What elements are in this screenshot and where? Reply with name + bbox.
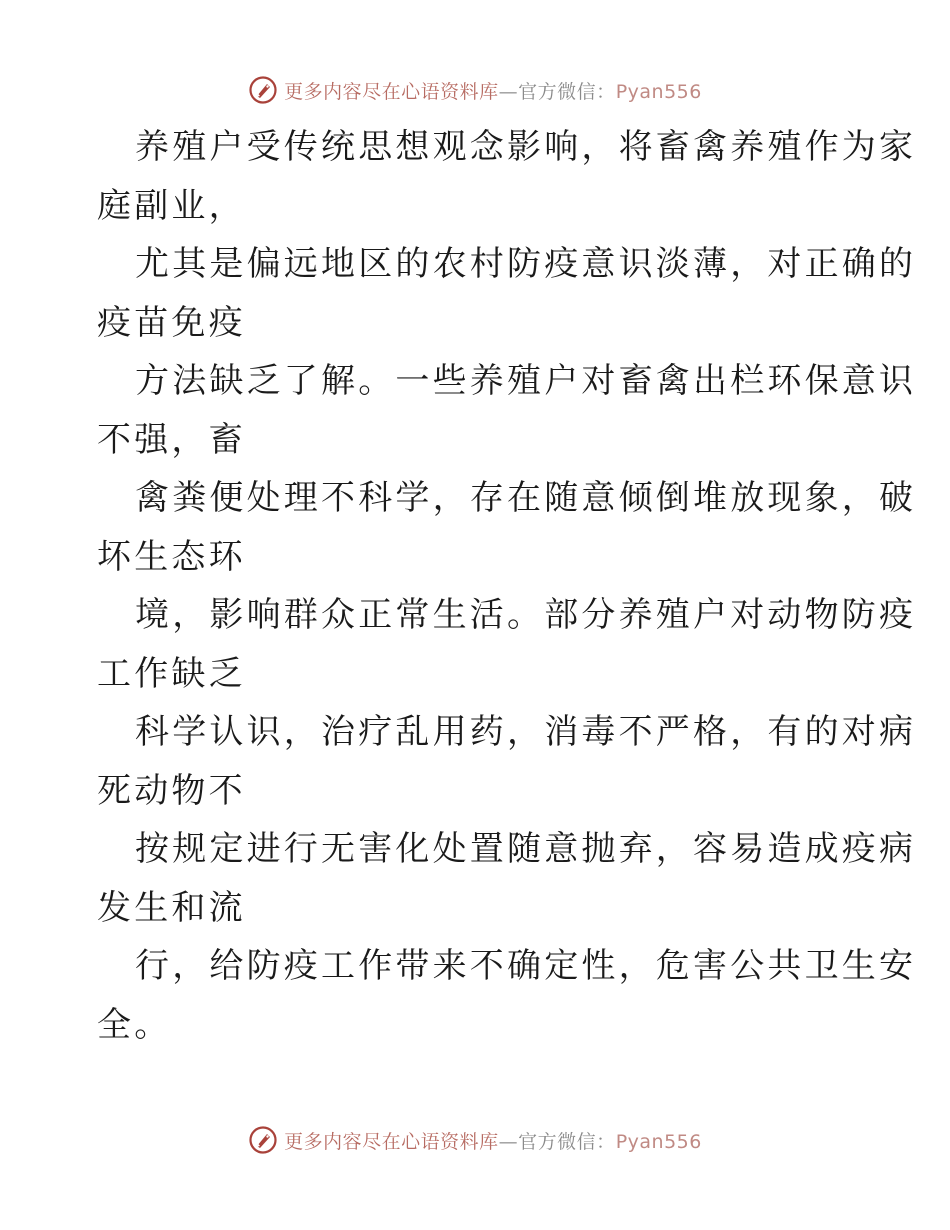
body-line-13: 按规定进行无害化处置随意抛弃，容易造成疫病 <box>135 829 917 869</box>
header-banner-label: 官方微信： <box>518 80 616 103</box>
body-line-16: 全。 <box>97 1004 172 1045</box>
header-banner-main: 更多内容尽在心语资料库 <box>284 80 499 103</box>
body-line-10: 工作缺乏 <box>97 653 246 694</box>
body-line-9: 境，影响群众正常生活。部分养殖户对动物防疫 <box>135 595 917 635</box>
body-line-11: 科学认识，治疗乱用药，消毒不严格，有的对病 <box>135 712 917 752</box>
footer-banner <box>0 1120 950 1160</box>
body-line-5: 方法缺乏了解。一些养殖户对畜禽出栏环保意识 <box>135 361 917 401</box>
header-banner-text <box>284 77 702 104</box>
header-banner-handle: Pyan556 <box>615 80 702 103</box>
body-line-1: 养殖户受传统思想观念影响，将畜禽养殖作为家 <box>135 127 917 167</box>
pen-nib-logo-icon <box>248 75 278 105</box>
body-line-8: 坏生态环 <box>97 536 246 577</box>
footer-banner-handle: Pyan556 <box>615 1130 702 1153</box>
body-line-3: 尤其是偏远地区的农村防疫意识淡薄，对正确的 <box>135 244 917 284</box>
header-banner <box>0 70 950 110</box>
footer-banner-label: 官方微信： <box>518 1130 616 1153</box>
body-line-14: 发生和流 <box>97 887 246 928</box>
footer-banner-main: 更多内容尽在心语资料库 <box>284 1130 499 1153</box>
pen-nib-logo-icon <box>248 1125 278 1155</box>
body-line-7: 禽粪便处理不科学，存在随意倾倒堆放现象，破 <box>135 478 917 518</box>
body-line-6: 不强，畜 <box>97 419 246 460</box>
footer-banner-text <box>284 1127 702 1154</box>
header-banner-separator: — <box>498 80 519 103</box>
document-body <box>97 118 917 1054</box>
body-line-15: 行，给防疫工作带来不确定性，危害公共卫生安 <box>135 946 917 986</box>
body-line-2: 庭副业， <box>97 185 246 226</box>
body-line-12: 死动物不 <box>97 770 246 811</box>
body-line-4: 疫苗免疫 <box>97 302 246 343</box>
footer-banner-separator: — <box>498 1130 519 1153</box>
